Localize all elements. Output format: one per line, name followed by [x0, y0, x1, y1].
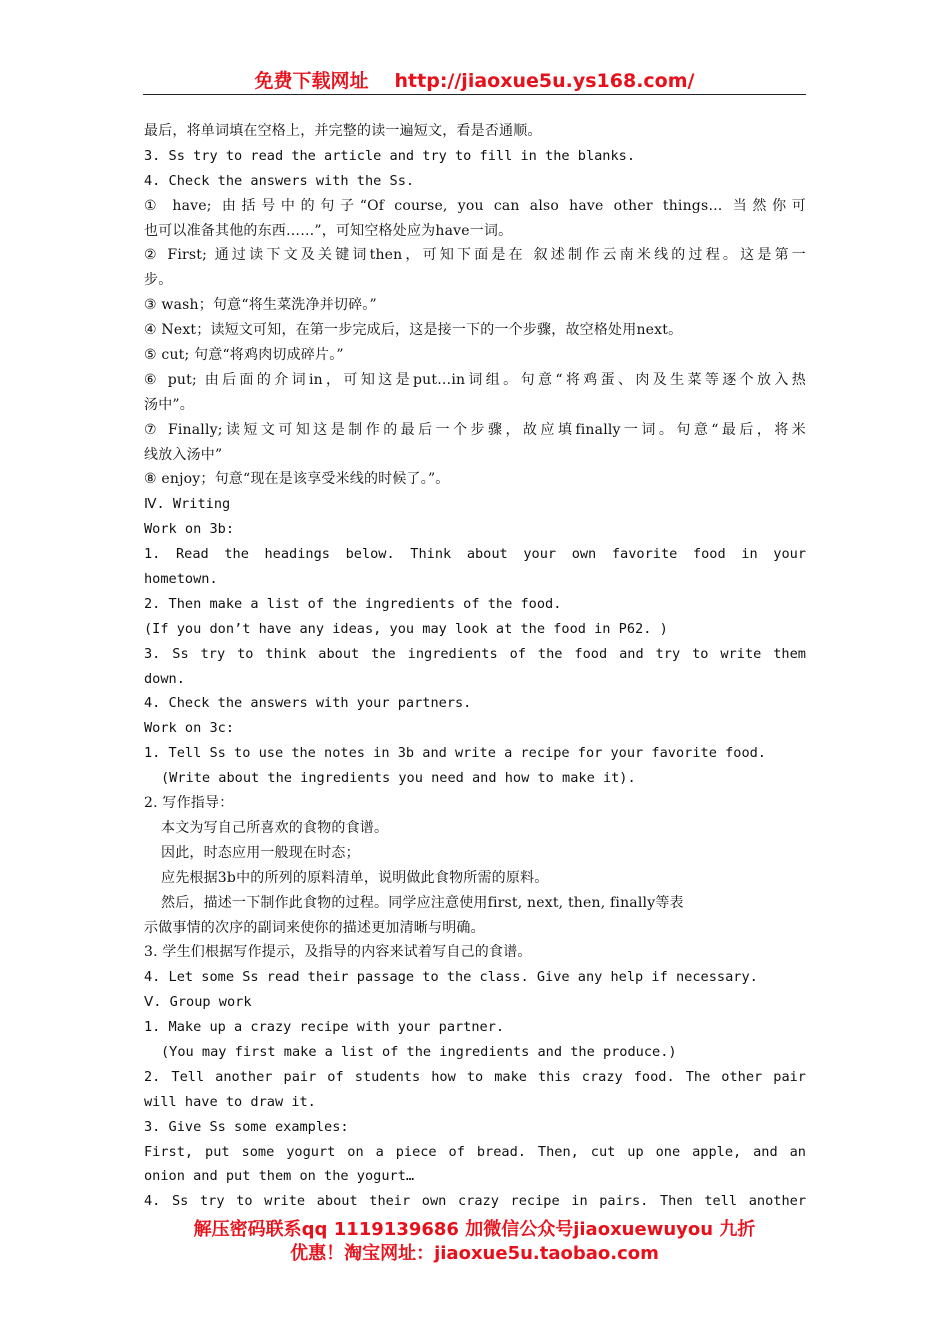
text-line: 4. Ss try to write about their own crazy recipe in pairs. Then tell another	[144, 1193, 806, 1210]
text-line: 1. Tell Ss to use the notes in 3b and write a recipe for your favorite food.	[144, 745, 766, 762]
text-line: First, put some yogurt on a piece of bread. Then, cut up one apple, and an	[144, 1143, 806, 1160]
footer-banner	[143, 1218, 806, 1266]
text-line: 本文为写自己所喜欢的食物的食谱。	[161, 819, 389, 836]
text-line: ⑦ Finally;读短文可知这是制作的最后一个步骤，故应填finally一词。句意“最后，将米	[144, 421, 806, 438]
section-heading-writing: Ⅳ. Writing	[144, 496, 231, 513]
text-line: ① have; 由括号中的句子“Of course, you can also have other things… 当然你可	[144, 197, 806, 214]
text-line: 步。	[144, 272, 173, 289]
text-line: 最后，将单词填在空格上，并完整的读一遍短文，看是否通顺。	[144, 123, 542, 139]
text-line: onion and put them on the yogurt…	[144, 1168, 415, 1185]
text-line: 1. Read the headings below. Think about your own favorite food in your	[144, 546, 806, 563]
header-divider	[143, 94, 806, 95]
text-line: hometown.	[144, 571, 218, 588]
text-line: 2. Tell another pair of students how to make this crazy food. The other pair	[144, 1068, 806, 1085]
text-line: 示做事情的次序的副词来使你的描述更加清晰与明确。	[144, 919, 485, 936]
text-line: 2. Then make a list of the ingredients of the food.	[144, 595, 562, 612]
text-line: 3. 学生们根据写作提示，及指导的内容来试着写自己的食谱。	[144, 944, 532, 961]
text-line: (If you don’t have any ideas, you may look at the food in P62. )	[144, 620, 668, 637]
text-line: 也可以准备其他的东西……”，可知空格处应为have一词。	[144, 222, 513, 239]
text-line: 4. Check the answers with the Ss.	[144, 172, 415, 189]
text-line: (Write about the ingredients you need and how to make it).	[161, 770, 636, 787]
text-line: 3. Ss try to think about the ingredients of the food and try to write them	[144, 645, 806, 662]
text-line: ② First; 通过读下文及关键词then，可知下面是在 叙述制作云南米线的过程。这是第一	[144, 247, 806, 264]
text-line: 然后，描述一下制作此食物的过程。同学应注意使用first, next, then, finally等表	[161, 894, 684, 911]
text-line: will have to draw it.	[144, 1093, 316, 1110]
text-line: 3. Give Ss some examples:	[144, 1118, 349, 1135]
document-body	[144, 119, 806, 1214]
text-line: ③ wash；句意“将生菜洗净并切碎。”	[144, 297, 377, 314]
text-line: ⑧ enjoy；句意“现在是该享受米线的时候了。”。	[144, 471, 450, 488]
text-line: 汤中”。	[144, 396, 194, 413]
text-line: 2. 写作指导：	[144, 795, 234, 812]
text-line: Work on 3c:	[144, 720, 235, 737]
text-line: 1. Make up a crazy recipe with your partner.	[144, 1019, 505, 1036]
text-line: (You may first make a list of the ingredients and the produce.)	[161, 1043, 677, 1060]
text-line: ⑥ put; 由后面的介词in，可知这是put…in词组。句意“将鸡蛋、肉及生菜等逐个放入热	[144, 371, 806, 388]
text-line: 应先根据3b中的所列的原料清单，说明做此食物所需的原料。	[161, 869, 549, 886]
text-line: 3. Ss try to read the article and try to fill in the blanks.	[144, 147, 636, 164]
header-banner	[143, 66, 806, 94]
section-heading-group-work: Ⅴ. Group work	[144, 994, 252, 1011]
text-line: Work on 3b:	[144, 521, 235, 538]
text-line: ④ Next；读短文可知，在第一步完成后，这是接一下的一个步骤，故空格处用next。	[144, 322, 683, 339]
text-line: ⑤ cut; 句意“将鸡肉切成碎片。”	[144, 347, 344, 364]
header-label: 免费下载网址	[254, 70, 369, 92]
text-line: 因此，时态应用一般现在时态；	[161, 844, 360, 861]
text-line: 线放入汤中”	[144, 446, 223, 463]
text-line: down.	[144, 670, 185, 687]
text-line: 4. Check the answers with your partners.	[144, 695, 472, 712]
text-line: 4. Let some Ss read their passage to the class. Give any help if necessary.	[144, 969, 758, 986]
footer-contact-line: 解压密码联系qq 1119139686 加微信公众号jiaoxuewuyou 九折	[193, 1219, 756, 1240]
footer-shop-link[interactable]: 优惠！淘宝网址：jiaoxue5u.taobao.com	[290, 1243, 659, 1264]
header-url-link[interactable]: http://jiaoxue5u.ys168.com/	[394, 70, 695, 92]
